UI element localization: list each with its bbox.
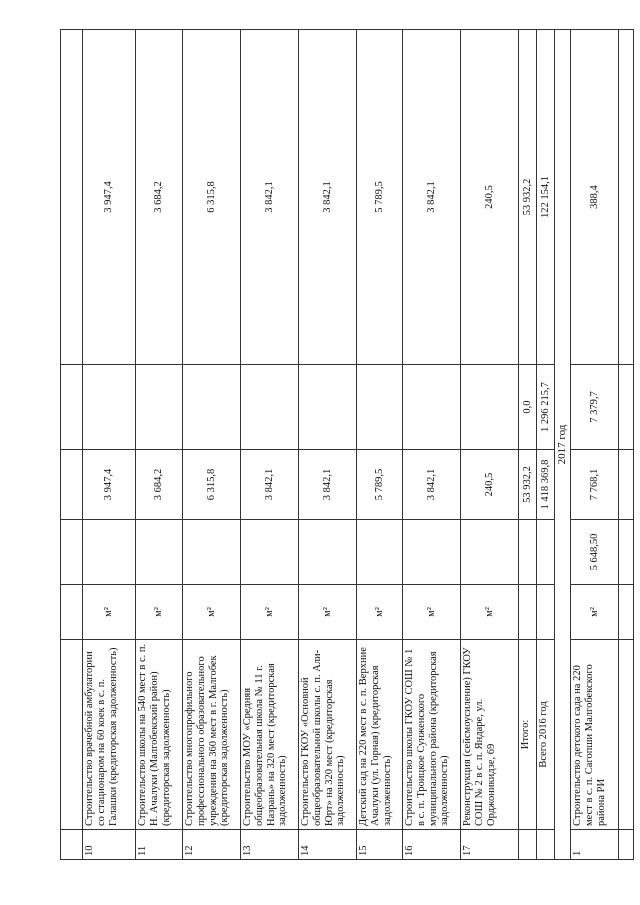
unit-cell: м² (461, 585, 519, 640)
federal-cell (183, 365, 241, 450)
regional-cell: 3 842,1 (403, 30, 461, 365)
unit-cell: м² (299, 585, 357, 640)
row-number: 14 (299, 830, 357, 860)
total-cell: 240,5 (461, 450, 519, 520)
object-name: Детский сад на 220 мест в с. п. Верхние Ачалуки (ул. Горная) (кредиторская задолженность) (357, 640, 403, 830)
budget-table (60, 29, 634, 860)
row-number: 16 (403, 830, 461, 860)
object-name: Строительство ГКОУ «Основной общеобразовательной школы с. п. Али-Юрт» на 320 мест (кредиторская задолженность) (299, 640, 357, 830)
capacity-cell (183, 520, 241, 585)
object-name: Строительство школы ГКОУ СОШ № 1 в с. п. Троицкое Сунженского муниципального района (кредиторская задолженность) (403, 640, 461, 830)
row-number: 15 (357, 830, 403, 860)
federal-cell (83, 365, 136, 450)
total-2016-row (537, 30, 555, 860)
row-number: 13 (241, 830, 299, 860)
total-cell: 6 315,8 (183, 450, 241, 520)
subtotal-label: Итого: (519, 640, 537, 830)
unit-cell: м² (571, 585, 619, 640)
row-number: 12 (183, 830, 241, 860)
row-number: 10 (83, 830, 136, 860)
federal-cell: 7 379,7 (571, 365, 619, 450)
spacer-row (61, 30, 83, 860)
total-2016-total: 1 418 369,8 (537, 450, 555, 520)
section-header-2017: 2017 год (555, 30, 571, 860)
object-name: Реконструкция (сейсмоусиление) ГКОУ СОШ № 2 в с. п. Яндаре, ул. Орджоникидзе, 69 (461, 640, 519, 830)
federal-cell (241, 365, 299, 450)
regional-cell: 6 315,8 (183, 30, 241, 365)
regional-cell: 3 842,1 (299, 30, 357, 365)
row-number: 1 (571, 830, 619, 860)
object-name: Строительство многопрофильного профессионального образовательного учреждения на 360 мест в г. Малгобек (кредиторская задолженность) (183, 640, 241, 830)
regional-cell: 3 947,4 (83, 30, 136, 365)
regional-cell: 5 789,5 (357, 30, 403, 365)
subtotal-total: 53 932,2 (519, 450, 537, 520)
federal-cell (461, 365, 519, 450)
row-number: 17 (461, 830, 519, 860)
capacity-cell (299, 520, 357, 585)
unit-cell: м² (357, 585, 403, 640)
unit-cell: м² (136, 585, 183, 640)
total-2016-label: Всего 2016 год (537, 640, 555, 830)
table-row (299, 30, 357, 860)
table-row (241, 30, 299, 860)
table-row (357, 30, 403, 860)
capacity-cell (357, 520, 403, 585)
capacity-cell: 5 648,50 (571, 520, 619, 585)
regional-cell: 388,4 (571, 30, 619, 365)
subtotal-federal: 0,0 (519, 365, 537, 450)
total-cell: 3 842,1 (403, 450, 461, 520)
federal-cell (403, 365, 461, 450)
total-cell: 3 947,4 (83, 450, 136, 520)
object-name: Строительство врачебной амбулатории со стационаром на 60 коек в с. п. Галашки (кредиторская задолженность) (83, 640, 136, 830)
capacity-cell (136, 520, 183, 585)
table-row (136, 30, 183, 860)
section-row (555, 30, 571, 860)
object-name: Строительство школы на 540 мест в с. п. Н. Ачалуки (Малгобекский район) (кредиторская задолженность) (136, 640, 183, 830)
rotated-page (60, 30, 613, 860)
unit-cell: м² (241, 585, 299, 640)
capacity-cell (241, 520, 299, 585)
subtotal-regional: 53 932,2 (519, 30, 537, 365)
object-name: Строительство МОУ «Средняя общеобразовательная школа № 11 г. Назрань» на 320 мест (кредиторская задолженность) (241, 640, 299, 830)
unit-cell: м² (83, 585, 136, 640)
capacity-cell (461, 520, 519, 585)
total-cell: 3 684,2 (136, 450, 183, 520)
table-row (571, 30, 619, 860)
capacity-cell (403, 520, 461, 585)
federal-cell (299, 365, 357, 450)
total-2016-federal: 1 296 215,7 (537, 365, 555, 450)
spacer-row (619, 30, 634, 860)
table-row (83, 30, 136, 860)
subtotal-row (519, 30, 537, 860)
table-row (183, 30, 241, 860)
total-2016-regional: 122 154,1 (537, 30, 555, 365)
total-cell: 3 842,1 (241, 450, 299, 520)
table-row (403, 30, 461, 860)
table-row (461, 30, 519, 860)
regional-cell: 3 842,1 (241, 30, 299, 365)
federal-cell (136, 365, 183, 450)
unit-cell: м² (403, 585, 461, 640)
object-name: Строительство детского сада на 220 мест в с. п. Сагопши Малгобекского района РИ (571, 640, 619, 830)
regional-cell: 240,5 (461, 30, 519, 365)
total-cell: 5 789,5 (357, 450, 403, 520)
capacity-cell (83, 520, 136, 585)
row-number: 11 (136, 830, 183, 860)
total-cell: 3 842,1 (299, 450, 357, 520)
federal-cell (357, 365, 403, 450)
total-cell: 7 768,1 (571, 450, 619, 520)
regional-cell: 3 684,2 (136, 30, 183, 365)
unit-cell: м² (183, 585, 241, 640)
